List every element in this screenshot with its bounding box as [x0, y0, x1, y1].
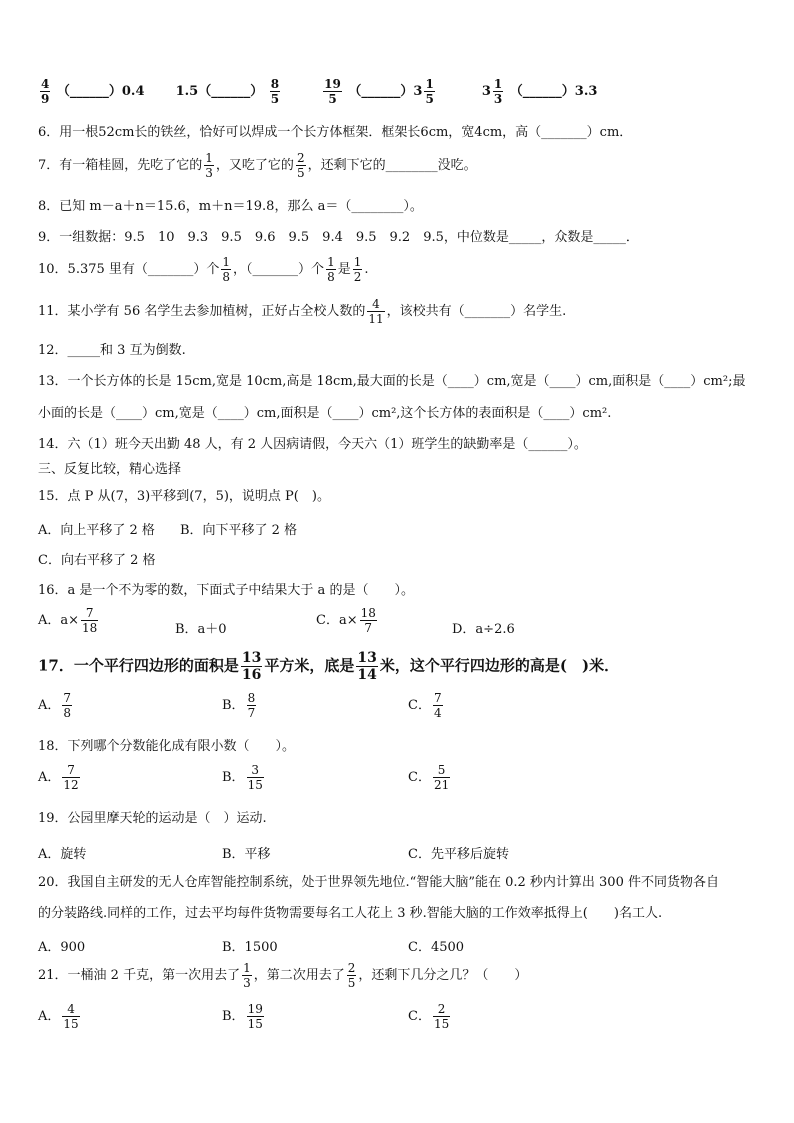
- whole-number: 3: [481, 84, 491, 99]
- fraction: $\frac{5}{21}$: [433, 763, 450, 792]
- option-c: [408, 764, 452, 791]
- question-16: 16．a 是一个不为零的数，下面式子中结果大于 a 的是（ ）。: [38, 583, 414, 598]
- text: ，该校共有（_______）名学生.: [386, 304, 567, 319]
- blank-text: （______）3: [348, 84, 423, 99]
- question-13-line-2: 小面的长是（____）cm,宽是（____）cm,面积是（____）cm²,这个长方体的表面积是（____）cm².: [38, 406, 612, 421]
- blank-text: （______）0.4: [56, 84, 145, 99]
- text: 7．有一箱桂圆，先吃了它的: [38, 158, 203, 173]
- question-19: 19．公园里摩天轮的运动是（ ）运动.: [38, 811, 267, 826]
- option-c: C．向右平移了 2 格: [38, 553, 156, 568]
- fraction: $\frac{1}{3}$: [243, 961, 251, 990]
- fraction: $\frac{7}{18}$: [82, 606, 98, 635]
- question-7: [38, 152, 756, 179]
- question-14: 14．六（1）班今天出勤 48 人，有 2 人因病请假，今天六（1）班学生的缺勤率是（______）。: [38, 437, 587, 452]
- text: A．a×: [38, 613, 80, 628]
- blank-text: 1.5（______）: [175, 84, 264, 99]
- text: B．: [222, 1009, 245, 1024]
- fraction: $\frac{1}{2}$: [353, 255, 362, 284]
- option-a: A．向上平移了 2 格: [38, 523, 155, 538]
- question-15: 15．点 P 从(7，3)平移到(7，5)，说明点 P( )。: [38, 489, 330, 504]
- option-b: B．1500: [222, 940, 278, 955]
- fraction: $\frac{7}{8}$: [63, 691, 72, 720]
- question-20-line-2: 的分装路线.同样的工作，过去平均每件货物需要每名工人花上 3 秒.智能大脑的工作效率抵得上( )名工人.: [38, 906, 663, 921]
- fraction: $\frac{1}{8}$: [327, 255, 335, 284]
- question-8: 8．已知 m－a＋n＝15.6，m＋n＝19.8，那么 a＝（________）。: [38, 199, 423, 214]
- text: B．: [222, 698, 245, 713]
- fraction: $\frac{8}{7}$: [247, 691, 256, 720]
- option-a: [38, 764, 82, 791]
- text: C．: [408, 770, 431, 785]
- option-a: A．900: [38, 940, 86, 955]
- text: ，还剩下它的________没吃。: [307, 158, 477, 173]
- option-c: C．4500: [408, 940, 465, 955]
- text: ，第二次用去了: [253, 968, 345, 983]
- text: ，还剩下几分之几？（ ）: [358, 968, 528, 983]
- fraction: $\frac{1}{3}$: [493, 77, 503, 106]
- fraction: $\frac{3}{15}$: [247, 763, 263, 792]
- option-b: [222, 692, 258, 719]
- option-a: [38, 1003, 82, 1030]
- option-c: [408, 692, 445, 719]
- text: 21．一桶油 2 千克，第一次用去了: [38, 968, 241, 983]
- text: 17．一个平行四边形的面积是: [38, 656, 239, 675]
- text: ，（_______）个: [233, 262, 325, 277]
- text: C．a×: [316, 613, 358, 628]
- option-b: B．a＋0: [175, 622, 227, 637]
- text: 10．5.375 里有（_______）个: [38, 262, 220, 277]
- option-a: A．旋转: [38, 847, 87, 862]
- fraction: $\frac{4}{15}$: [63, 1002, 79, 1031]
- option-a: [38, 692, 74, 719]
- fraction: $\frac{19}{5}$: [324, 77, 341, 106]
- text: C．: [408, 1009, 431, 1024]
- fraction: $\frac{4}{9}$: [41, 77, 50, 106]
- text: .: [364, 262, 369, 277]
- fraction: $\frac{1}{8}$: [222, 255, 231, 284]
- text: A．: [38, 698, 61, 713]
- question-10: [38, 256, 756, 283]
- option-c: [316, 607, 379, 634]
- fraction: $\frac{13}{16}$: [241, 650, 262, 683]
- text: 是: [337, 262, 351, 277]
- text: 米，这个平行四边形的高是( )米．: [379, 656, 620, 675]
- question-18: 18．下列哪个分数能化成有限小数（ ）。: [38, 739, 296, 754]
- fraction: $\frac{18}{7}$: [360, 606, 376, 635]
- question-11: [38, 298, 756, 325]
- fraction: $\frac{13}{14}$: [357, 650, 377, 683]
- fraction: $\frac{8}{5}$: [270, 77, 280, 106]
- question-12: 12．_____和 3 互为倒数.: [38, 343, 186, 358]
- option-a: [38, 607, 100, 634]
- question-20-line-1: 20．我国自主研发的无人仓库智能控制系统，处于世界领先地位.“智能大脑”能在 0.2 秒内计算出 300 件不同货物各自: [38, 875, 719, 890]
- fraction: $\frac{4}{11}$: [368, 297, 384, 326]
- fraction: $\frac{2}{5}$: [347, 961, 356, 990]
- fraction: $\frac{19}{15}$: [247, 1002, 263, 1031]
- question-21: [38, 962, 756, 989]
- text: 11．某小学有 56 名学生去参加植树，正好占全校人数的: [38, 304, 366, 319]
- text: C．: [408, 698, 431, 713]
- option-b: [222, 764, 266, 791]
- question-13-line-1: 13．一个长方体的长是 15cm,宽是 10cm,高是 18cm,最大面的长是（____）cm,宽是（____）cm,面积是（____）cm²;最: [38, 374, 746, 389]
- question-6: 6．用一根52cm长的铁丝，恰好可以焊成一个长方体框架．框架长6cm，宽4cm，高（_______）cm．: [38, 125, 633, 140]
- fraction: $\frac{1}{3}$: [205, 151, 213, 180]
- fraction: $\frac{2}{5}$: [296, 151, 305, 180]
- section-heading: 三、反复比较，精心选择: [38, 462, 182, 477]
- text: 平方米，底是: [264, 656, 355, 675]
- fraction: $\frac{2}{15}$: [433, 1002, 450, 1031]
- fraction: $\frac{7}{12}$: [63, 763, 79, 792]
- text: B．: [222, 770, 245, 785]
- question-9: 9．一组数据：9.5 10 9.3 9.5 9.6 9.5 9.4 9.5 9.2 9.5，中位数是_____，众数是_____．: [38, 230, 639, 245]
- option-c: C．先平移后旋转: [408, 847, 509, 862]
- option-d: D．a÷2.6: [452, 622, 515, 637]
- blank-text: （______）3.3: [509, 84, 598, 99]
- option-b: [222, 1003, 266, 1030]
- question-5-row: [38, 78, 756, 105]
- option-b: B．平移: [222, 847, 271, 862]
- fraction: $\frac{1}{5}$: [425, 77, 434, 106]
- option-b: B．向下平移了 2 格: [180, 523, 298, 538]
- option-c: [408, 1003, 452, 1030]
- fraction: $\frac{7}{4}$: [433, 691, 442, 720]
- text: A．: [38, 1009, 61, 1024]
- text: ，又吃了它的: [215, 158, 294, 173]
- text: A．: [38, 770, 61, 785]
- question-17: [38, 651, 756, 682]
